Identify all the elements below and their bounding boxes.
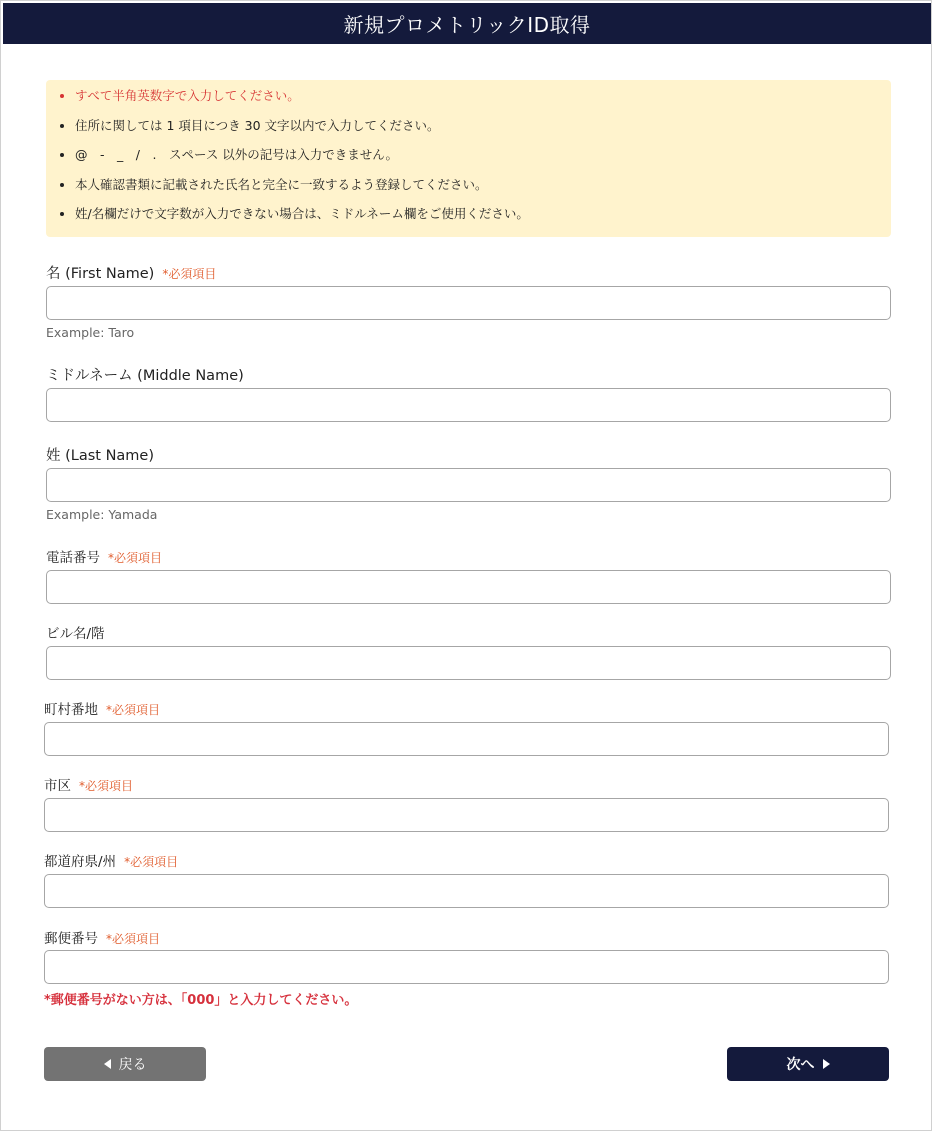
- zip-note: *郵便番号がない方は、「000」と入力してください。: [44, 993, 358, 1008]
- required-marker: *必須項目: [106, 932, 161, 946]
- required-marker: *必須項目: [79, 779, 134, 793]
- street-label-text: 町村番地: [44, 702, 98, 718]
- city-label: [44, 774, 133, 794]
- next-button[interactable]: [727, 1047, 889, 1081]
- notice-list: [58, 88, 881, 222]
- city-input[interactable]: [44, 798, 889, 832]
- state-input[interactable]: [44, 874, 889, 908]
- building-label: [46, 622, 105, 642]
- last-name-label: [46, 444, 154, 465]
- middle-name-label: [46, 364, 244, 385]
- caret-right-icon: [823, 1059, 830, 1069]
- zip-input[interactable]: [44, 950, 889, 984]
- zip-label-text: 郵便番号: [44, 931, 98, 947]
- caret-left-icon: [104, 1059, 111, 1069]
- zip-label: [44, 927, 160, 947]
- state-label: [44, 850, 178, 870]
- notice-item: • 住所に関しては 1 項目につき 30 文字以内で入力してください。: [75, 118, 881, 134]
- last-name-hint: Example: Yamada: [46, 507, 158, 522]
- page-header: [3, 3, 931, 44]
- first-name-label: [46, 262, 216, 283]
- required-marker: *必須項目: [162, 267, 217, 281]
- page-title: 新規プロメトリックID取得: [343, 13, 591, 37]
- last-name-input[interactable]: [46, 468, 891, 502]
- required-marker: *必須項目: [124, 855, 179, 869]
- notice-item: • @ - _ / . スペース 以外の記号は入力できません。: [75, 147, 881, 163]
- required-marker: *必須項目: [108, 551, 163, 565]
- notice-item: • 本人確認書類に記載された氏名と完全に一致するよう登録してください。: [75, 177, 881, 193]
- notice-item: • すべて半角英数字で入力してください。: [75, 88, 881, 104]
- phone-input[interactable]: [46, 570, 891, 604]
- notice-box: [46, 80, 891, 237]
- middle-name-label-text: ミドルネーム (Middle Name): [46, 368, 244, 384]
- first-name-label-text: 名 (First Name): [46, 266, 155, 282]
- notice-item: • 姓/名欄だけで文字数が入力できない場合は、ミドルネーム欄をご使用ください。: [75, 206, 881, 222]
- street-label: [44, 698, 160, 718]
- back-button[interactable]: [44, 1047, 206, 1081]
- street-input[interactable]: [44, 722, 889, 756]
- first-name-hint: Example: Taro: [46, 325, 135, 340]
- building-input[interactable]: [46, 646, 891, 680]
- back-button-label: 戻る: [118, 1057, 147, 1073]
- last-name-label-text: 姓 (Last Name): [46, 448, 155, 464]
- required-marker: *必須項目: [106, 703, 161, 717]
- building-label-text: ビル名/階: [46, 626, 105, 642]
- city-label-text: 市区: [44, 778, 71, 794]
- next-button-label: 次へ: [786, 1057, 815, 1073]
- state-label-text: 都道府県/州: [44, 854, 117, 870]
- phone-label: [46, 546, 162, 566]
- phone-label-text: 電話番号: [46, 550, 100, 566]
- first-name-input[interactable]: [46, 286, 891, 320]
- middle-name-input[interactable]: [46, 388, 891, 422]
